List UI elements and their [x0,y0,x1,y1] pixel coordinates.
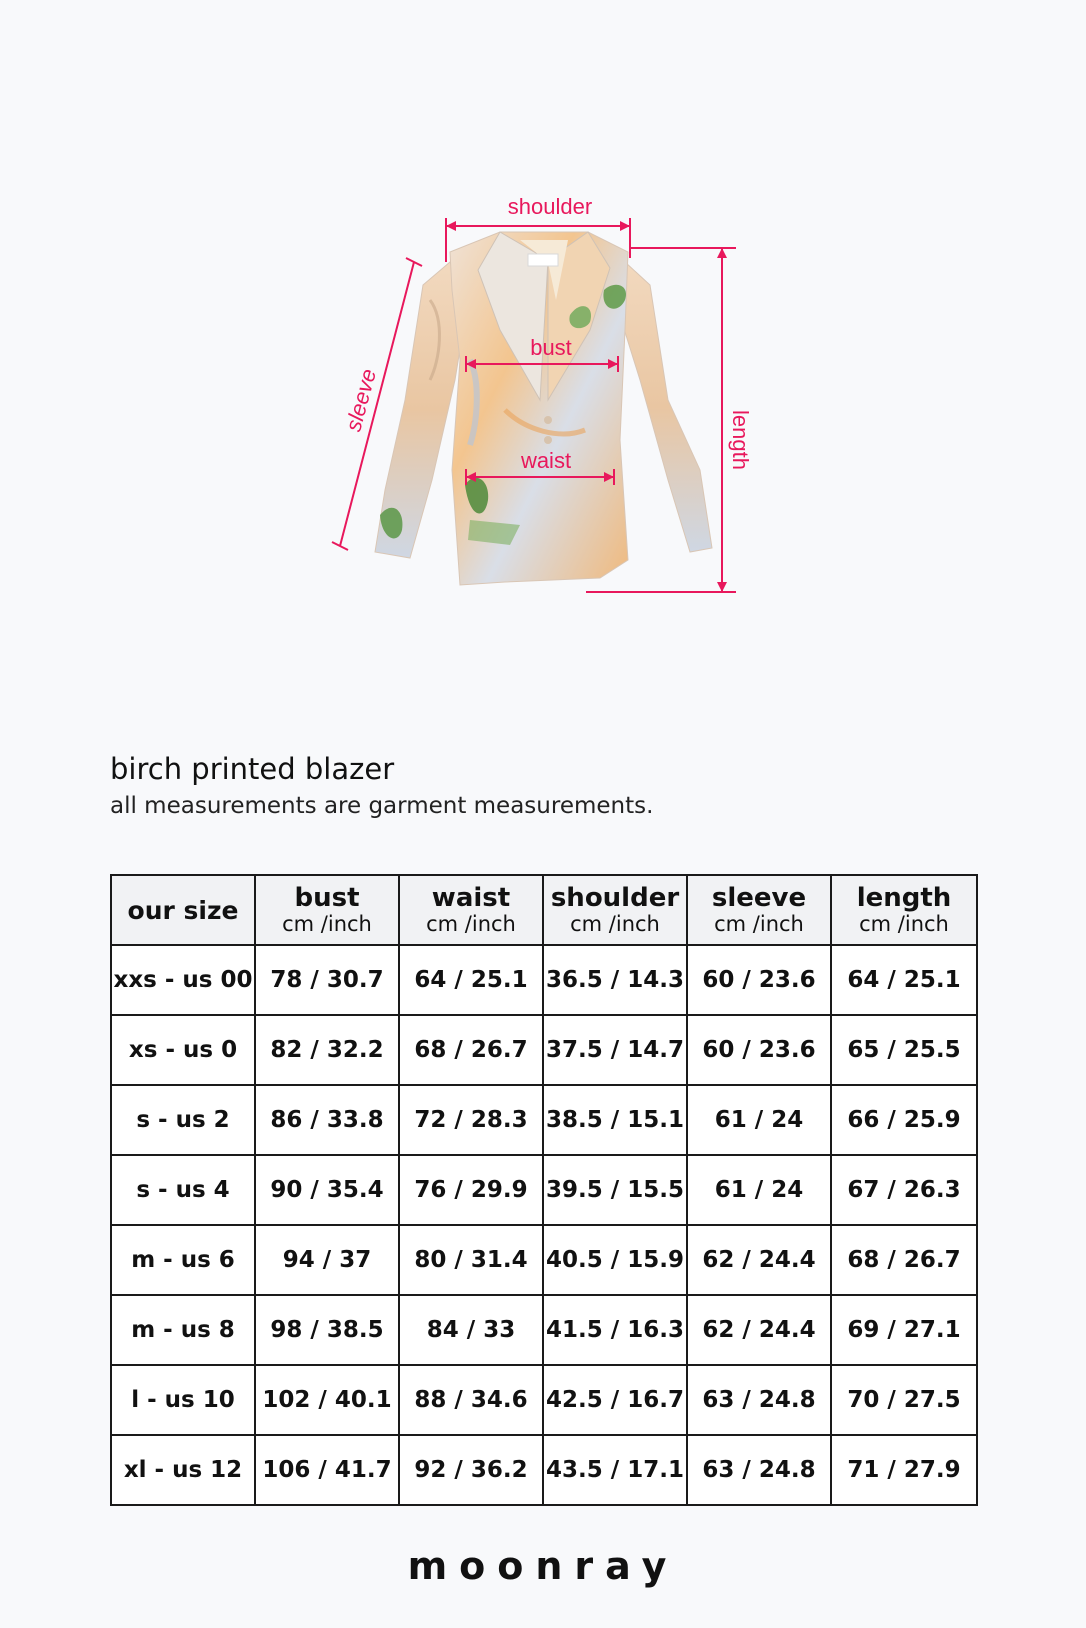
bust-cell: 82 / 32.2 [255,1015,399,1085]
sleeve-cell: 60 / 23.6 [687,1015,831,1085]
waist-cell: 68 / 26.7 [399,1015,543,1085]
waist-cell: 88 / 34.6 [399,1365,543,1435]
size-column-header: our size [111,875,255,945]
size-cell: m - us 8 [111,1295,255,1365]
length-cell: 69 / 27.1 [831,1295,977,1365]
shoulder-label: shoulder [507,194,593,219]
shoulder-column-header: shoulder cm /inch [543,875,687,945]
shoulder-cell: 41.5 / 16.3 [543,1295,687,1365]
product-heading [110,752,653,819]
table-row [111,1155,977,1225]
length-cell: 67 / 26.3 [831,1155,977,1225]
waist-cell: 92 / 36.2 [399,1435,543,1505]
sleeve-cell: 61 / 24 [687,1155,831,1225]
sleeve-cell: 63 / 24.8 [687,1435,831,1505]
table-row [111,1435,977,1505]
table-row [111,1365,977,1435]
size-cell: m - us 6 [111,1225,255,1295]
bust-cell: 106 / 41.7 [255,1435,399,1505]
waist-cell: 76 / 29.9 [399,1155,543,1225]
bust-cell: 94 / 37 [255,1225,399,1295]
size-cell: l - us 10 [111,1365,255,1435]
size-cell: xs - us 0 [111,1015,255,1085]
bust-cell: 78 / 30.7 [255,945,399,1015]
shoulder-cell: 43.5 / 17.1 [543,1435,687,1505]
bust-label: bust [530,335,572,360]
table-row [111,1015,977,1085]
blazer-illustration [375,232,712,585]
waist-column-header: waist cm /inch [399,875,543,945]
size-cell: xxs - us 00 [111,945,255,1015]
size-cell: s - us 2 [111,1085,255,1155]
right-sleeve [615,262,712,552]
size-cell: s - us 4 [111,1155,255,1225]
garment-measurement-diagram [0,0,1086,700]
length-cell: 64 / 25.1 [831,945,977,1015]
length-cell: 66 / 25.9 [831,1085,977,1155]
product-title: birch printed blazer [110,752,395,786]
waist-cell: 64 / 25.1 [399,945,543,1015]
shoulder-cell: 39.5 / 15.5 [543,1155,687,1225]
bust-column-header: bust cm /inch [255,875,399,945]
waist-cell: 72 / 28.3 [399,1085,543,1155]
shoulder-cell: 37.5 / 14.7 [543,1015,687,1085]
size-cell: xl - us 12 [111,1435,255,1505]
table-row [111,1295,977,1365]
sleeve-cell: 62 / 24.4 [687,1225,831,1295]
sleeve-column-header: sleeve cm /inch [687,875,831,945]
table-row [111,1225,977,1295]
bust-cell: 90 / 35.4 [255,1155,399,1225]
waist-cell: 84 / 33 [399,1295,543,1365]
length-label: length [728,410,753,470]
sleeve-cell: 62 / 24.4 [687,1295,831,1365]
bust-cell: 98 / 38.5 [255,1295,399,1365]
sleeve-cell: 61 / 24 [687,1085,831,1155]
length-cell: 68 / 26.7 [831,1225,977,1295]
waist-cell: 80 / 31.4 [399,1225,543,1295]
sleeve-label: sleeve [340,366,382,435]
sleeve-cell: 63 / 24.8 [687,1365,831,1435]
length-cell: 65 / 25.5 [831,1015,977,1085]
waist-label: waist [520,448,572,473]
shoulder-cell: 36.5 / 14.3 [543,945,687,1015]
brand-logo: moonray [407,1544,679,1588]
length-cell: 71 / 27.9 [831,1435,977,1505]
length-column-header: length cm /inch [831,875,977,945]
shoulder-cell: 38.5 / 15.1 [543,1085,687,1155]
size-chart-table [110,874,978,1506]
shoulder-cell: 40.5 / 15.9 [543,1225,687,1295]
table-row [111,1085,977,1155]
bust-cell: 86 / 33.8 [255,1085,399,1155]
table-row [111,945,977,1015]
shoulder-cell: 42.5 / 16.7 [543,1365,687,1435]
measurement-note: all measurements are garment measurements. [110,792,654,819]
table-header-row [111,875,977,945]
sleeve-cell: 60 / 23.6 [687,945,831,1015]
length-cell: 70 / 27.5 [831,1365,977,1435]
bust-cell: 102 / 40.1 [255,1365,399,1435]
